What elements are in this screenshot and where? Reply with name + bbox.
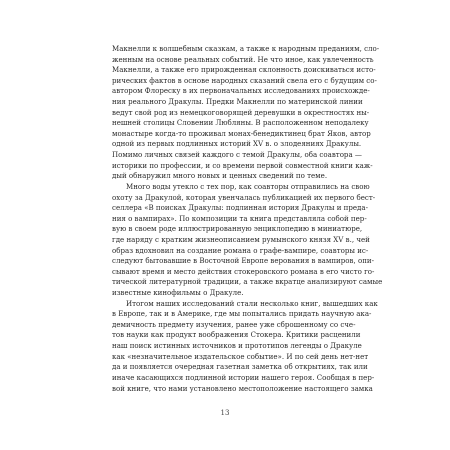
text-line: Итогом наших исследований стали несколько книг, вышедших как (126, 298, 378, 308)
text-line: вой книге, что нами установлено местоположение настоящего замка (112, 383, 373, 393)
text-line: нешней столицы Словении Любляны. В расположенном неподалеку (112, 118, 369, 128)
body-text (112, 44, 383, 394)
text-line: ния реального Дракулы. Предки Макнелли по материнской линии (112, 97, 363, 107)
paragraph-1 (112, 44, 380, 182)
text-line: иначе касающихся подлинной истории нашего героя. Сообщая в пер- (112, 372, 375, 382)
text-line: автором Флореску в их первоначальных исследованиях происхожде- (112, 86, 370, 96)
text-line: в Европе, так и в Америке, где мы попытались придать научную ака- (112, 309, 372, 319)
text-line: да и появляется очередная газетная заметка об открытиях, так или (112, 362, 368, 372)
text-line: Много воды утекло с тех пор, как соавторы отправились на свою (126, 181, 370, 191)
text-line: одной из первых подлинных историй XV в. о злодеяниях Дракулы. (112, 139, 362, 149)
text-line: сывают время и место действия стокеровского романа в его чисто го- (112, 266, 375, 276)
text-line: как «незначительное издательское событие». И по сей день нет-нет (112, 351, 369, 361)
paragraph-3 (112, 298, 378, 394)
text-line: Помимо личных связей каждого с темой Дракулы, оба соавтора — (112, 150, 362, 160)
text-line: монастыре когда-то проживал монах-бенедиктинец брат Яков, автор (112, 128, 371, 138)
text-line: охоту за Дракулой, которая увенчалась публикацией их первого бест- (112, 192, 376, 202)
paragraph-2 (112, 181, 383, 299)
text-line: вую в своем роде иллюстрированную энциклопедию в миниатюре, (112, 224, 363, 234)
text-line: ния о вампирах». По композиции та книга представляла собой пер- (112, 213, 367, 223)
text-line: женным на основе реальных событий. Не что иное, как увлеченность (112, 54, 374, 64)
text-line: селлера «В поисках Дракулы: подлинная история Дракулы и преда- (112, 203, 368, 213)
text-line: историки по профессии, и со времени первой совместной книги каж- (112, 160, 373, 170)
text-line: рических фактов в основе народных сказаний свела его с будущим со- (112, 75, 377, 85)
text-line: образ вдохновил на создание романа о графе-вампире, соавторы ис- (112, 245, 369, 255)
text-line: дый обнаружил много новых и ценных сведений по теме. (112, 171, 328, 181)
text-line: следуют бытовавшие в Восточной Европе верования в вампиров, опи- (112, 256, 374, 266)
text-line: тической литературной традиции, а также вкратце анализируют самые (112, 277, 383, 287)
page-number: 13 (220, 409, 230, 417)
text-line: Макнелли к волшебным сказкам, а также к народным преданиям, сло- (112, 44, 380, 53)
text-line: Макнелли, а также его прирожденная склонность доискиваться истo- (112, 65, 376, 75)
text-line: известные кинофильмы о Дракуле. (112, 288, 244, 298)
text-line: ведут свой род из немецкоговорящей деревушки в окрестностях ны- (112, 107, 370, 117)
text-line: демичность предмету изучения, ранее уже сброшенному со сче- (112, 319, 356, 329)
text-line: наш поиск истинных источников и прототипов легенды о Дракуле (112, 341, 362, 351)
text-line: тов науки как продукт воображения Стокера. Критики расценили (112, 330, 361, 340)
text-line: где наряду с кратким жизнеописанием румынского князя XV в., чей (112, 234, 370, 244)
